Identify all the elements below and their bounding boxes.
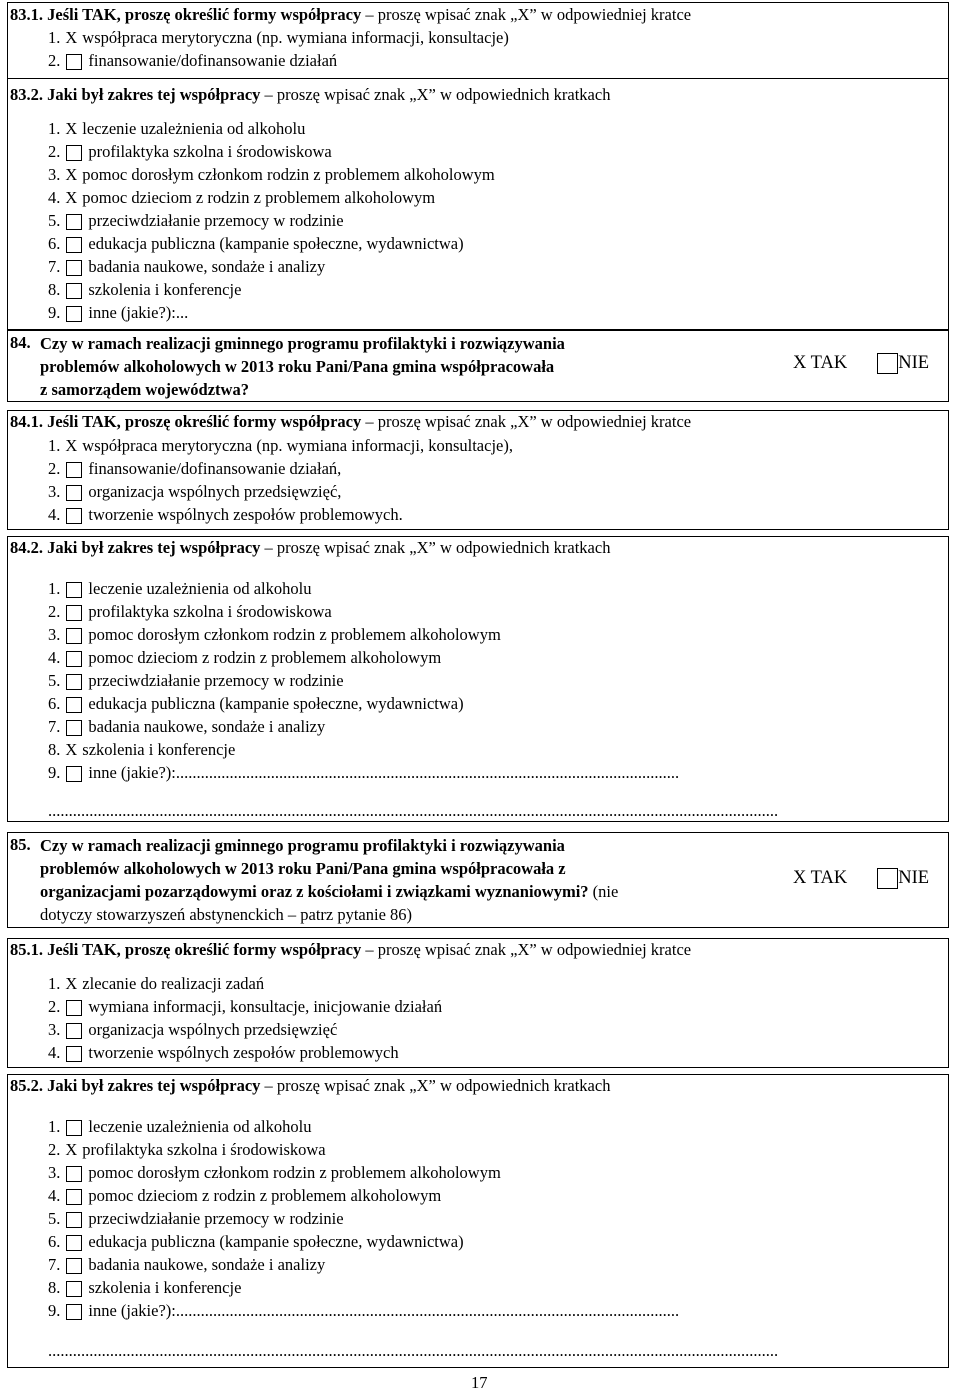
heading-number: 85.1. bbox=[10, 940, 43, 959]
checkbox[interactable] bbox=[66, 306, 82, 322]
item-number: 2. bbox=[48, 142, 61, 161]
answer-85 bbox=[793, 868, 929, 889]
checked-mark[interactable]: X bbox=[65, 188, 78, 207]
heading-83-1 bbox=[10, 4, 691, 26]
checkbox[interactable] bbox=[66, 508, 82, 524]
item-number: 1. bbox=[48, 1117, 61, 1136]
item-number: 2. bbox=[48, 459, 61, 478]
item-label: współpraca merytoryczna (np. wymiana informacji, konsultacje), bbox=[82, 436, 513, 455]
question-line: Czy w ramach realizacji gminnego programu profilaktyki i rozwiązywania bbox=[40, 836, 565, 855]
list-item bbox=[48, 624, 501, 646]
checkbox[interactable] bbox=[66, 145, 82, 161]
heading-title: Jaki był zakres tej współpracy bbox=[47, 85, 261, 104]
checkbox[interactable] bbox=[66, 1212, 82, 1228]
question-line-note: (nie bbox=[588, 882, 619, 901]
item-label: edukacja publiczna (kampanie społeczne, wydawnictwa) bbox=[88, 234, 464, 253]
checkbox[interactable] bbox=[66, 260, 82, 276]
list-item bbox=[48, 739, 235, 761]
list-item bbox=[48, 1185, 441, 1207]
list-item bbox=[48, 1139, 326, 1161]
checkbox[interactable] bbox=[66, 1166, 82, 1182]
item-label: pomoc dzieciom z rodzin z problemem alkoholowym bbox=[88, 648, 442, 667]
question-84-number: 84. bbox=[10, 333, 31, 352]
item-label: inne (jakie?):.......................................................................................................................... bbox=[88, 763, 680, 782]
item-number: 4. bbox=[48, 1186, 61, 1205]
item-number: 7. bbox=[48, 1255, 61, 1274]
heading-number: 84.2. bbox=[10, 538, 43, 557]
heading-title: Jeśli TAK, proszę określić formy współpracy bbox=[47, 412, 362, 431]
item-label: wymiana informacji, konsultacje, inicjowanie działań bbox=[88, 997, 443, 1016]
item-label: pomoc dorosłym członkom rodzin z problemem alkoholowym bbox=[88, 625, 501, 644]
item-label: leczenie uzależnienia od alkoholu bbox=[82, 119, 306, 138]
list-item bbox=[48, 27, 509, 49]
checkbox[interactable] bbox=[66, 697, 82, 713]
list-item bbox=[48, 1277, 241, 1299]
item-label: finansowanie/dofinansowanie działań bbox=[88, 51, 338, 70]
item-label: leczenie uzależnienia od alkoholu bbox=[88, 1117, 312, 1136]
item-label: pomoc dzieciom z rodzin z problemem alkoholowym bbox=[82, 188, 436, 207]
answer-tak[interactable]: X TAK bbox=[793, 353, 848, 373]
list-item bbox=[48, 1019, 337, 1041]
item-label: pomoc dorosłym członkom rodzin z problemem alkoholowym bbox=[82, 165, 495, 184]
item-label: zlecanie do realizacji zadań bbox=[82, 974, 265, 993]
item-number: 2. bbox=[48, 997, 61, 1016]
item-number: 6. bbox=[48, 234, 61, 253]
list-item bbox=[48, 1162, 501, 1184]
item-number: 6. bbox=[48, 1232, 61, 1251]
item-number: 2. bbox=[48, 51, 61, 70]
item-label: przeciwdziałanie przemocy w rodzinie bbox=[88, 1209, 344, 1228]
item-number: 8. bbox=[48, 280, 61, 299]
checkbox[interactable] bbox=[66, 1189, 82, 1205]
heading-instruction: – proszę wpisać znak „X” w odpowiedniej kratce bbox=[365, 940, 692, 959]
item-label: szkolenia i konferencje bbox=[88, 1278, 242, 1297]
list-item bbox=[48, 1231, 464, 1253]
heading-instruction: – proszę wpisać znak „X” w odpowiedniej kratce bbox=[365, 412, 692, 431]
item-label: inne (jakie?):... bbox=[88, 303, 189, 322]
list-item bbox=[48, 118, 305, 140]
question-line: Czy w ramach realizacji gminnego programu profilaktyki i rozwiązywania bbox=[40, 334, 565, 353]
question-line: z samorządem województwa? bbox=[40, 380, 249, 399]
heading-84-1 bbox=[10, 411, 691, 433]
list-item bbox=[48, 302, 188, 324]
question-84 bbox=[7, 330, 949, 402]
item-number: 2. bbox=[48, 602, 61, 621]
item-number: 3. bbox=[48, 1020, 61, 1039]
question-line-note: dotyczy stowarzyszeń abstynenckich – patrz pytanie 86) bbox=[40, 905, 413, 924]
checkbox[interactable] bbox=[66, 237, 82, 253]
answer-tak[interactable]: X TAK bbox=[793, 868, 848, 888]
item-label: leczenie uzależnienia od alkoholu bbox=[88, 579, 312, 598]
item-label: organizacja wspólnych przedsięwzięć, bbox=[88, 482, 342, 501]
list-item bbox=[48, 279, 241, 301]
checkbox[interactable] bbox=[66, 485, 82, 501]
checkbox[interactable] bbox=[66, 605, 82, 621]
checked-mark[interactable]: X bbox=[65, 165, 78, 184]
question-line: problemów alkoholowych w 2013 roku Pani/Pana gmina współpracowała z bbox=[40, 859, 566, 878]
item-number: 4. bbox=[48, 505, 61, 524]
item-label: tworzenie wspólnych zespołów problemowych bbox=[88, 1043, 399, 1062]
item-number: 1. bbox=[48, 974, 61, 993]
checkbox[interactable] bbox=[66, 1281, 82, 1297]
item-number: 1. bbox=[48, 119, 61, 138]
list-item bbox=[48, 601, 332, 623]
item-number: 4. bbox=[48, 188, 61, 207]
item-number: 3. bbox=[48, 482, 61, 501]
item-label: inne (jakie?):.......................................................................................................................... bbox=[88, 1301, 680, 1320]
list-item bbox=[48, 164, 495, 186]
heading-title: Jaki był zakres tej współpracy bbox=[47, 538, 261, 557]
checkbox[interactable] bbox=[66, 1235, 82, 1251]
list-item bbox=[48, 1116, 311, 1138]
item-number: 3. bbox=[48, 1163, 61, 1182]
list-item bbox=[48, 647, 441, 669]
heading-title: Jeśli TAK, proszę określić formy współpracy bbox=[47, 940, 362, 959]
heading-number: 84.1. bbox=[10, 412, 43, 431]
checkbox[interactable] bbox=[66, 582, 82, 598]
heading-title: Jaki był zakres tej współpracy bbox=[47, 1076, 261, 1095]
item-number: 3. bbox=[48, 625, 61, 644]
item-number: 5. bbox=[48, 211, 61, 230]
section-85-1 bbox=[7, 938, 949, 1068]
item-label: pomoc dorosłym członkom rodzin z problemem alkoholowym bbox=[88, 1163, 501, 1182]
item-label: współpraca merytoryczna (np. wymiana informacji, konsultacje) bbox=[82, 28, 509, 47]
item-number: 7. bbox=[48, 717, 61, 736]
heading-number: 83.2. bbox=[10, 85, 43, 104]
list-item bbox=[48, 716, 325, 738]
heading-number: 85.2. bbox=[10, 1076, 43, 1095]
list-item bbox=[48, 973, 264, 995]
item-number: 5. bbox=[48, 671, 61, 690]
item-label: finansowanie/dofinansowanie działań, bbox=[88, 459, 342, 478]
item-number: 3. bbox=[48, 165, 61, 184]
answer-84 bbox=[793, 353, 929, 374]
list-item bbox=[48, 50, 337, 72]
item-number: 1. bbox=[48, 28, 61, 47]
checkbox[interactable] bbox=[66, 462, 82, 478]
checkbox[interactable] bbox=[66, 283, 82, 299]
item-number: 4. bbox=[48, 648, 61, 667]
section-84-1 bbox=[7, 410, 949, 530]
checked-mark[interactable]: X bbox=[65, 1140, 78, 1159]
item-number: 2. bbox=[48, 1140, 61, 1159]
item-label: pomoc dzieciom z rodzin z problemem alkoholowym bbox=[88, 1186, 442, 1205]
checkbox[interactable] bbox=[66, 1046, 82, 1062]
list-item bbox=[48, 233, 464, 255]
answer-nie: NIE bbox=[898, 353, 930, 373]
item-number: 4. bbox=[48, 1043, 61, 1062]
item-label: profilaktyka szkolna i środowiskowa bbox=[88, 602, 332, 621]
heading-instruction: – proszę wpisać znak „X” w odpowiednich kratkach bbox=[264, 85, 611, 104]
checkbox[interactable] bbox=[66, 1258, 82, 1274]
section-83 bbox=[7, 2, 949, 330]
list-item bbox=[48, 504, 403, 526]
question-85 bbox=[7, 832, 949, 928]
checkbox[interactable] bbox=[66, 766, 82, 782]
item-number: 9. bbox=[48, 763, 61, 782]
item-label: profilaktyka szkolna i środowiskowa bbox=[82, 1140, 326, 1159]
checkbox[interactable] bbox=[66, 1304, 82, 1320]
dotted-line[interactable]: ................................................................................................................................................................................. bbox=[48, 1341, 779, 1360]
item-number: 9. bbox=[48, 303, 61, 322]
heading-instruction: – proszę wpisać znak „X” w odpowiednich kratkach bbox=[264, 1076, 611, 1095]
item-number: 5. bbox=[48, 1209, 61, 1228]
list-item bbox=[48, 187, 435, 209]
checkbox[interactable] bbox=[66, 1120, 82, 1136]
question-84-text bbox=[40, 332, 565, 401]
dotted-line[interactable]: ................................................................................................................................................................................. bbox=[48, 801, 779, 820]
checkbox[interactable] bbox=[66, 1023, 82, 1039]
question-85-text bbox=[40, 834, 618, 926]
page-number: 17 bbox=[471, 1373, 488, 1392]
item-label: profilaktyka szkolna i środowiskowa bbox=[88, 142, 332, 161]
heading-85-2 bbox=[10, 1075, 610, 1097]
item-number: 1. bbox=[48, 579, 61, 598]
list-item bbox=[48, 1300, 679, 1322]
checkbox[interactable] bbox=[66, 651, 82, 667]
checked-mark[interactable]: X bbox=[65, 28, 78, 47]
list-item bbox=[48, 670, 344, 692]
item-number: 9. bbox=[48, 1301, 61, 1320]
list-item bbox=[48, 996, 442, 1018]
list-item bbox=[48, 1254, 325, 1276]
item-label: organizacja wspólnych przedsięwzięć bbox=[88, 1020, 338, 1039]
heading-84-2 bbox=[10, 537, 610, 559]
checked-mark[interactable]: X bbox=[65, 119, 78, 138]
section-84-2 bbox=[7, 536, 949, 822]
checked-mark[interactable]: X bbox=[65, 974, 78, 993]
list-item bbox=[48, 458, 341, 480]
list-item bbox=[48, 693, 464, 715]
item-label: badania naukowe, sondaże i analizy bbox=[88, 257, 326, 276]
checkbox[interactable] bbox=[66, 674, 82, 690]
question-85-number: 85. bbox=[10, 835, 31, 854]
heading-instruction: – proszę wpisać znak „X” w odpowiedniej kratce bbox=[365, 5, 692, 24]
checkbox[interactable] bbox=[66, 720, 82, 736]
item-label: przeciwdziałanie przemocy w rodzinie bbox=[88, 671, 344, 690]
section-85-2 bbox=[7, 1074, 949, 1368]
heading-number: 83.1. bbox=[10, 5, 43, 24]
list-item bbox=[48, 435, 513, 457]
checkbox[interactable] bbox=[66, 54, 82, 70]
item-number: 7. bbox=[48, 257, 61, 276]
item-label: badania naukowe, sondaże i analizy bbox=[88, 717, 326, 736]
heading-85-1 bbox=[10, 939, 691, 961]
list-item bbox=[48, 210, 344, 232]
item-number: 8. bbox=[48, 1278, 61, 1297]
item-label: badania naukowe, sondaże i analizy bbox=[88, 1255, 326, 1274]
checked-mark[interactable]: X bbox=[65, 436, 78, 455]
item-label: przeciwdziałanie przemocy w rodzinie bbox=[88, 211, 344, 230]
item-label: szkolenia i konferencje bbox=[88, 280, 242, 299]
checkbox-nie[interactable] bbox=[877, 868, 898, 889]
item-label: szkolenia i konferencje bbox=[82, 740, 236, 759]
item-number: 1. bbox=[48, 436, 61, 455]
list-item bbox=[48, 578, 311, 600]
item-number: 8. bbox=[48, 740, 61, 759]
heading-83-2 bbox=[10, 84, 610, 106]
list-item bbox=[48, 1208, 344, 1230]
checkbox[interactable] bbox=[66, 1000, 82, 1016]
checkbox[interactable] bbox=[66, 214, 82, 230]
item-label: edukacja publiczna (kampanie społeczne, wydawnictwa) bbox=[88, 694, 464, 713]
list-item bbox=[48, 256, 325, 278]
heading-title: Jeśli TAK, proszę określić formy współpracy bbox=[47, 5, 362, 24]
question-line: organizacjami pozarządowymi oraz z kościołami i związkami wyznaniowymi? bbox=[40, 882, 589, 901]
item-label: edukacja publiczna (kampanie społeczne, wydawnictwa) bbox=[88, 1232, 464, 1251]
question-line: problemów alkoholowych w 2013 roku Pani/Pana gmina współpracowała bbox=[40, 357, 555, 376]
answer-nie: NIE bbox=[898, 868, 930, 888]
list-item bbox=[48, 141, 332, 163]
checkbox-nie[interactable] bbox=[877, 353, 898, 374]
heading-instruction: – proszę wpisać znak „X” w odpowiednich kratkach bbox=[264, 538, 611, 557]
list-item bbox=[48, 1042, 399, 1064]
checkbox[interactable] bbox=[66, 628, 82, 644]
checked-mark[interactable]: X bbox=[65, 740, 78, 759]
list-item bbox=[48, 481, 341, 503]
item-label: tworzenie wspólnych zespołów problemowych. bbox=[88, 505, 403, 524]
list-item bbox=[48, 762, 679, 784]
item-number: 6. bbox=[48, 694, 61, 713]
